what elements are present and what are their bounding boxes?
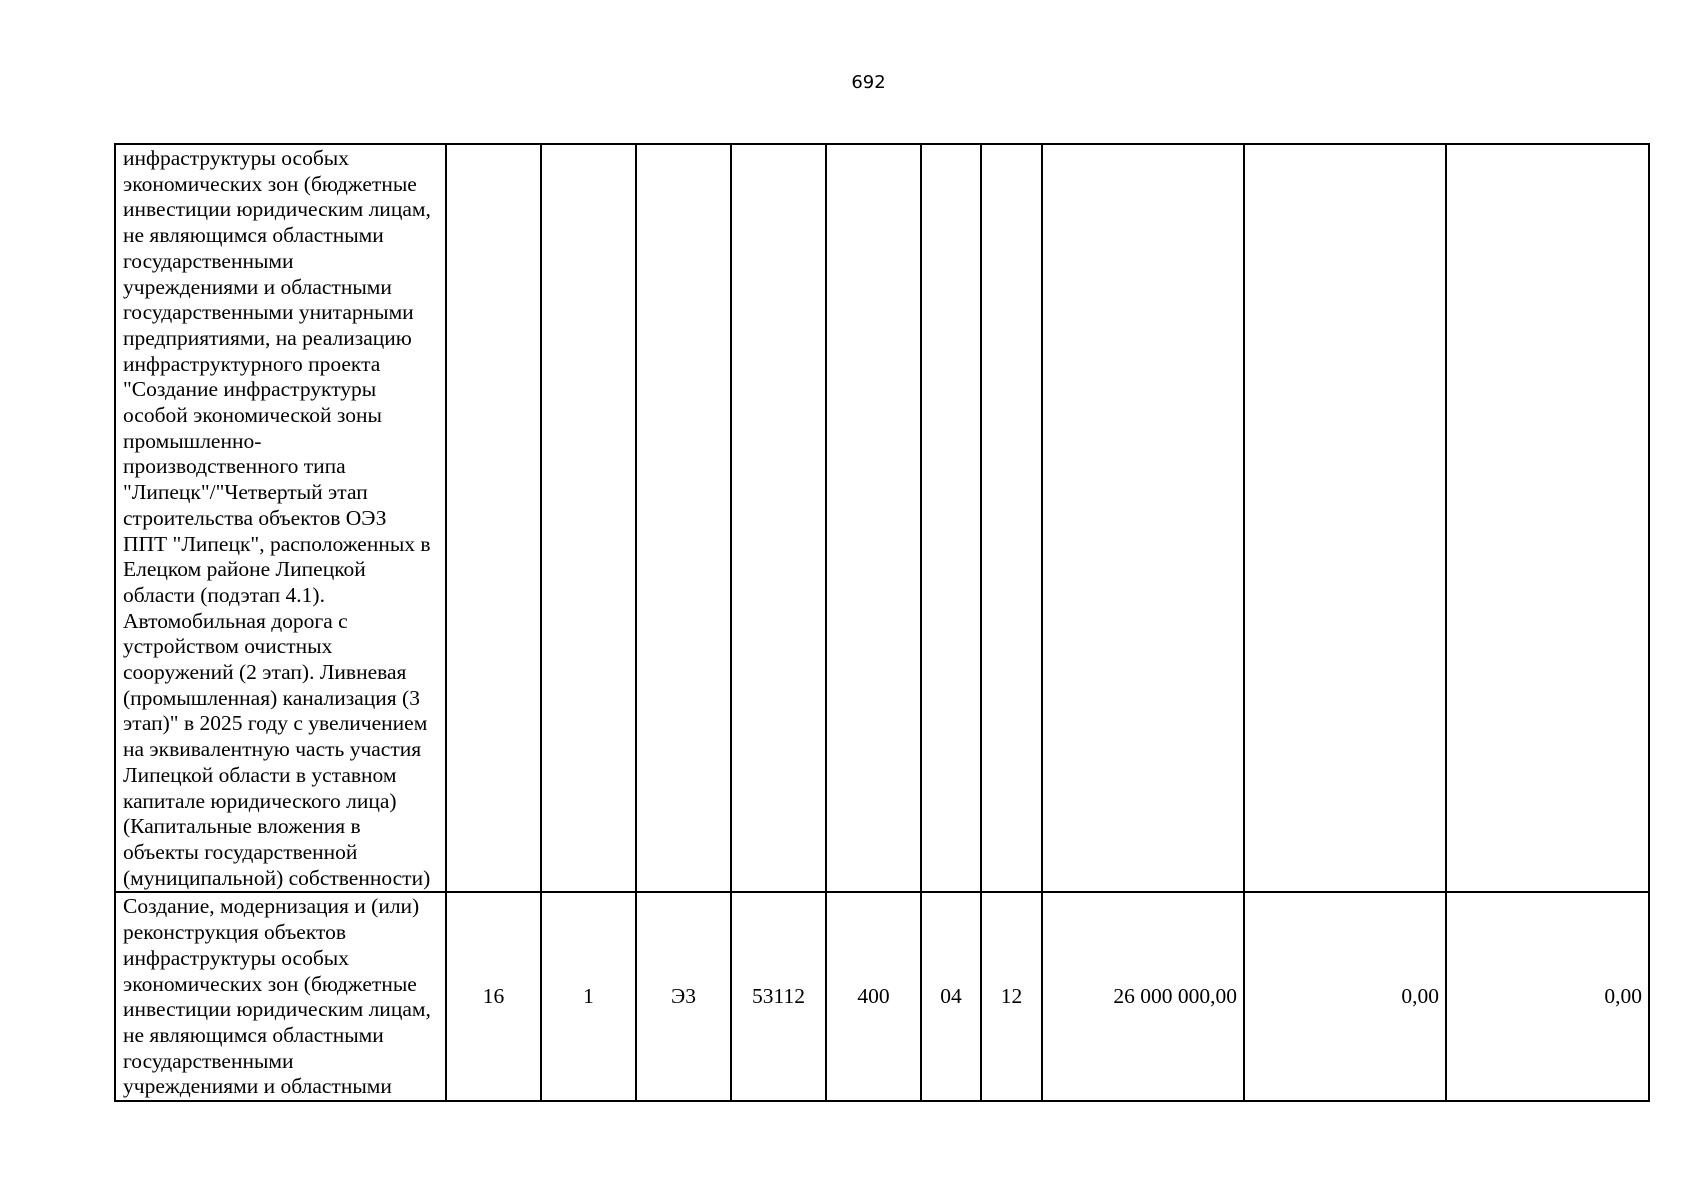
- description-line: не являющимся областными: [123, 223, 384, 248]
- description-line: инвестиции юридическим лицам,: [123, 197, 431, 222]
- description-line: "Липецк"/"Четвертый этап: [123, 480, 368, 505]
- description-line: государственными: [123, 1048, 294, 1073]
- amount-cell-year-3: 0,00: [1446, 892, 1649, 1101]
- expense-direction-cell: 53112: [731, 892, 826, 1101]
- description-line: области (подэтап 4.1).: [123, 582, 325, 607]
- budget-table: [114, 143, 1650, 1102]
- description-line: учреждениями и областными: [123, 274, 392, 299]
- description-cell: [115, 892, 446, 1101]
- description-line: этап)" в 2025 году с увеличением: [123, 711, 428, 736]
- description-line: Автомобильная дорога с: [123, 608, 348, 633]
- description-line: Создание, модернизация и (или): [123, 894, 420, 919]
- expense-type-cell: 400: [826, 892, 921, 1101]
- direction-cell: Э3: [636, 892, 731, 1101]
- page-number: 692: [851, 72, 886, 93]
- amount-cell-year-1: 26 000 000,00: [1042, 892, 1244, 1101]
- subsection-cell: [981, 144, 1042, 892]
- program-cell: 16: [446, 892, 541, 1101]
- amount-cell-year-2: [1244, 144, 1446, 892]
- description-line: "Создание инфраструктуры: [123, 377, 377, 402]
- table-row: [115, 892, 1649, 1101]
- description-line: (Капитальные вложения в: [123, 814, 361, 839]
- description-line: не являющимся областными: [123, 1022, 384, 1047]
- description-line: строительства объектов ОЭЗ: [123, 505, 387, 530]
- program-cell: [446, 144, 541, 892]
- description-line: предприятиями, на реализацию: [123, 325, 412, 350]
- description-line: устройством очистных: [123, 634, 333, 659]
- subprogram-cell: [541, 144, 636, 892]
- description-line: государственными: [123, 248, 294, 273]
- description-line: государственными унитарными: [123, 300, 414, 325]
- subsection-cell: 12: [981, 892, 1042, 1101]
- description-line: Елецком районе Липецкой: [123, 557, 366, 582]
- description-cell: [115, 144, 446, 892]
- description-line: Липецкой области в уставном: [123, 762, 397, 787]
- description-line: инфраструктуры особых: [123, 945, 349, 970]
- description-line: (промышленная) канализация (3: [123, 685, 420, 710]
- description-line: производственного типа: [123, 454, 346, 479]
- description-line: экономических зон (бюджетные: [123, 971, 417, 996]
- description-line: на эквивалентную часть участия: [123, 737, 422, 762]
- section-cell: 04: [921, 892, 981, 1101]
- description-line: объекты государственной: [123, 839, 358, 864]
- description-line: ППТ "Липецк", расположенных в: [123, 531, 431, 556]
- direction-cell: [636, 144, 731, 892]
- description-line: (муниципальной) собственности): [123, 865, 431, 890]
- table-row: [115, 144, 1649, 892]
- amount-cell-year-2: 0,00: [1244, 892, 1446, 1101]
- expense-type-cell: [826, 144, 921, 892]
- amount-cell-year-1: [1042, 144, 1244, 892]
- amount-cell-year-3: [1446, 144, 1649, 892]
- description-line: экономических зон (бюджетные: [123, 171, 417, 196]
- description-line: инвестиции юридическим лицам,: [123, 997, 431, 1022]
- description-line: учреждениями и областными: [123, 1074, 392, 1099]
- description-line: сооружений (2 этап). Ливневая: [123, 660, 407, 685]
- description-line: инфраструктуры особых: [123, 146, 349, 170]
- expense-direction-cell: [731, 144, 826, 892]
- section-cell: [921, 144, 981, 892]
- description-line: реконструкция объектов: [123, 920, 347, 945]
- description-line: особой экономической зоны: [123, 403, 382, 428]
- subprogram-cell: 1: [541, 892, 636, 1101]
- description-line: промышленно-: [123, 428, 262, 453]
- description-line: капитале юридического лица): [123, 788, 397, 813]
- description-line: инфраструктурного проекта: [123, 351, 381, 376]
